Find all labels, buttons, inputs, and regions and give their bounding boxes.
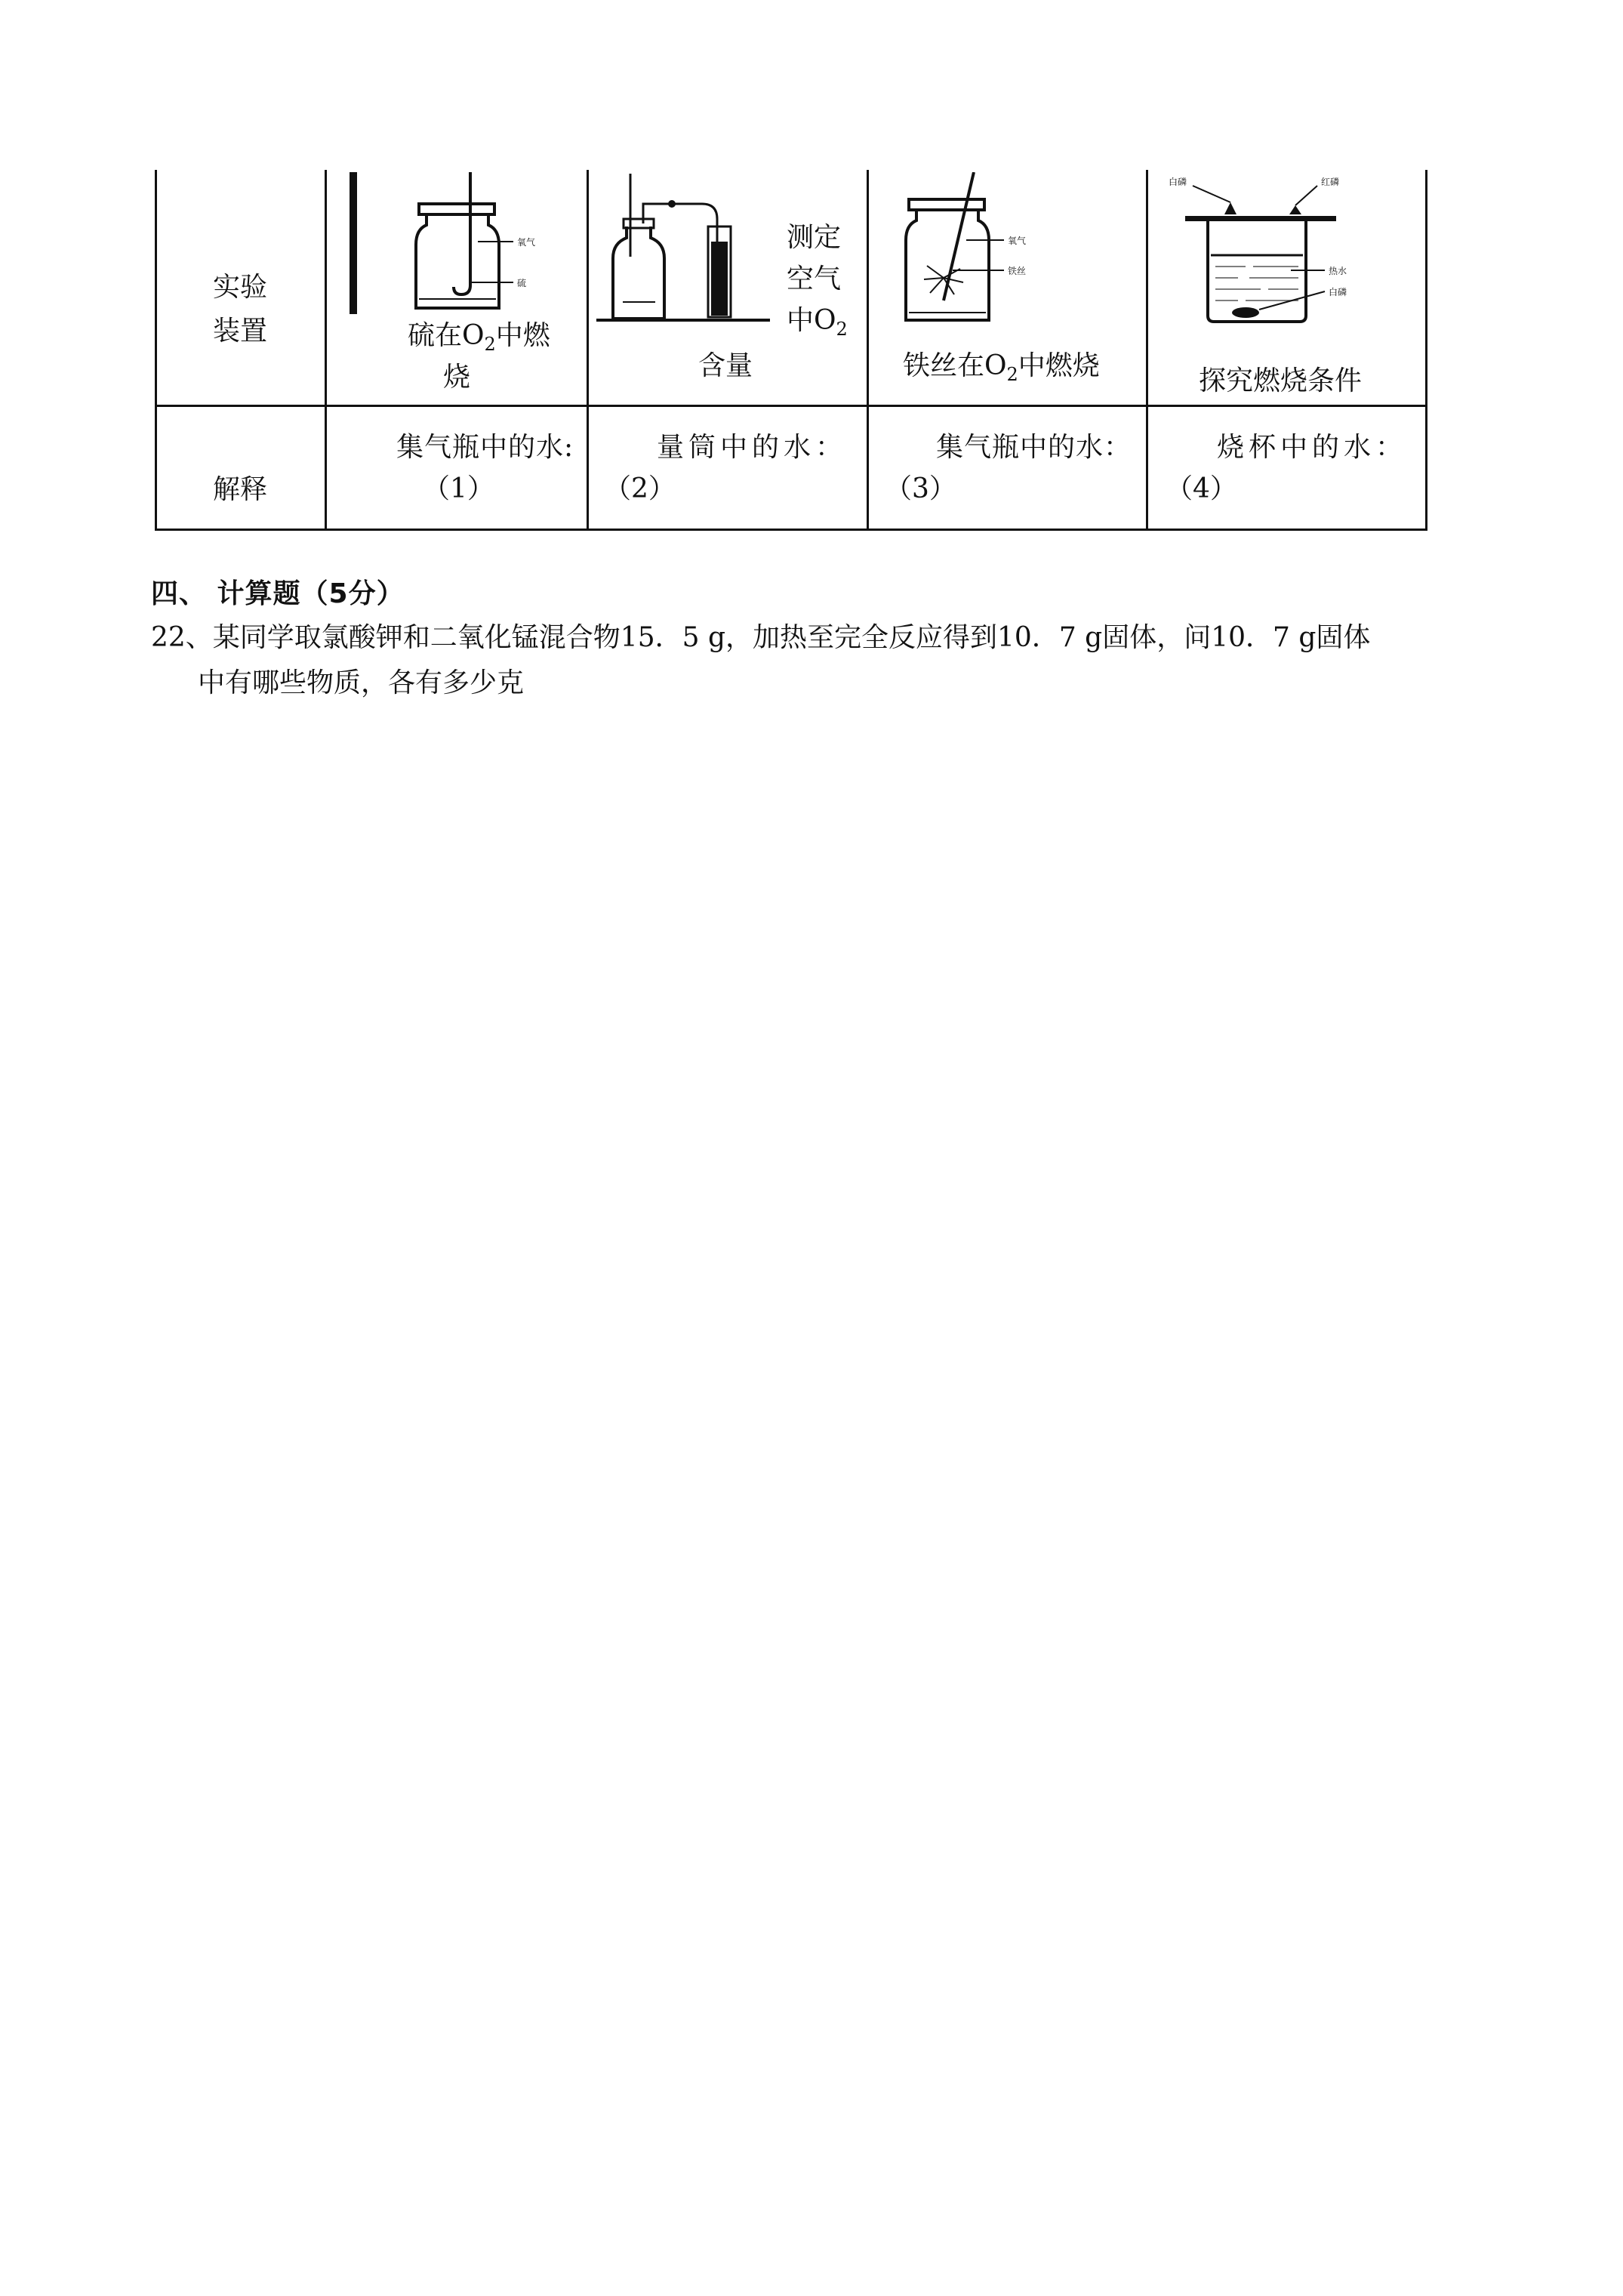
jar-lid xyxy=(909,199,984,210)
label-red-phosphorus: 红磷 xyxy=(1321,177,1340,187)
clamp xyxy=(668,200,676,208)
row-label-apparatus xyxy=(157,266,323,353)
explanation-1: 集气瓶中的水: xyxy=(396,432,574,463)
experiment-table xyxy=(0,0,1623,544)
copper-plate xyxy=(1185,216,1336,221)
label-white-phosphorus: 白磷 xyxy=(1169,177,1187,187)
question-22-line1: 22、某同学取氯酸钾和二氧化锰混合物15．5 g，加热至完全反应得到10．7 g固体，问10．7 g固体 xyxy=(151,622,1371,653)
explanation-2: 量筒中的水： xyxy=(657,432,848,463)
caption-oxygen-side-2: 空气 xyxy=(787,264,842,294)
table-border-bottom xyxy=(155,529,1427,531)
beaker-diagram xyxy=(1163,172,1389,331)
red-phosphorus-on-plate xyxy=(1289,205,1301,214)
explanation-4-blank: （4） xyxy=(1166,473,1237,504)
iron-jar-diagram xyxy=(891,172,1072,331)
label-iron-wire: 铁丝 xyxy=(1008,266,1027,276)
white-phosphorus-on-plate xyxy=(1224,202,1236,214)
label-pointer-white-p xyxy=(1193,186,1230,202)
table-divider-3 xyxy=(867,170,869,531)
row-label-explanation: 解释 xyxy=(212,474,267,505)
explanation-3: 集气瓶中的水： xyxy=(936,432,1132,463)
figure-combustion-conditions xyxy=(1163,172,1389,331)
flask xyxy=(613,227,664,319)
explanation-3-blank: （3） xyxy=(885,473,956,504)
label-oxygen: 氧气 xyxy=(517,237,536,248)
figure-edge-bar xyxy=(350,172,357,314)
explanation-4: 烧杯中的水： xyxy=(1217,432,1408,463)
label-sulfur: 硫 xyxy=(517,278,527,288)
caption-combustion-conditions: 探究燃烧条件 xyxy=(1199,365,1363,396)
figure-sulfur-burning xyxy=(343,172,570,323)
section-heading-calculation: 四、 计算题（5分） xyxy=(151,578,405,609)
row-label-apparatus-line1: 实验 xyxy=(212,272,267,303)
caption-oxygen-side-3: 中$O_2$ xyxy=(787,305,848,341)
jar-lid xyxy=(419,204,494,214)
caption-sulfur-line1: 硫在$O_2$中燃 xyxy=(408,320,550,356)
figure-oxygen-content xyxy=(596,174,778,325)
oxygen-content-apparatus-diagram xyxy=(596,174,778,325)
figure-iron-burning xyxy=(891,172,1072,331)
question-22-line2: 中有哪些物质，各有多少克 xyxy=(198,667,525,698)
gas-jar xyxy=(906,210,989,320)
water-hatching xyxy=(1215,267,1298,300)
caption-oxygen-content: 含量 xyxy=(698,350,753,381)
label-pointer-red-p xyxy=(1295,186,1317,205)
explanation-1-blank: （1） xyxy=(423,473,494,504)
label-white-phosphorus-2: 白磷 xyxy=(1329,287,1347,297)
table-divider-4 xyxy=(1146,170,1148,531)
row-label-apparatus-line2: 装置 xyxy=(212,316,267,347)
table-border-right xyxy=(1425,170,1427,531)
table-divider-2 xyxy=(587,170,589,531)
label-oxygen: 氧气 xyxy=(1008,236,1027,246)
white-phosphorus-underwater xyxy=(1232,307,1259,318)
label-hot-water: 热水 xyxy=(1329,266,1347,276)
caption-iron-burning: 铁丝在$O_2$中燃烧 xyxy=(903,350,1100,386)
caption-sulfur-line2: 烧 xyxy=(443,362,471,393)
table-divider-1 xyxy=(325,170,327,531)
explanation-2-blank: （2） xyxy=(604,473,676,504)
sulfur-jar-diagram xyxy=(343,172,570,323)
table-row-divider xyxy=(155,405,1427,407)
beaker xyxy=(1208,221,1306,322)
caption-oxygen-side-1: 测定 xyxy=(787,222,842,253)
combustion-spoon xyxy=(454,285,470,294)
cylinder-water xyxy=(711,242,728,316)
